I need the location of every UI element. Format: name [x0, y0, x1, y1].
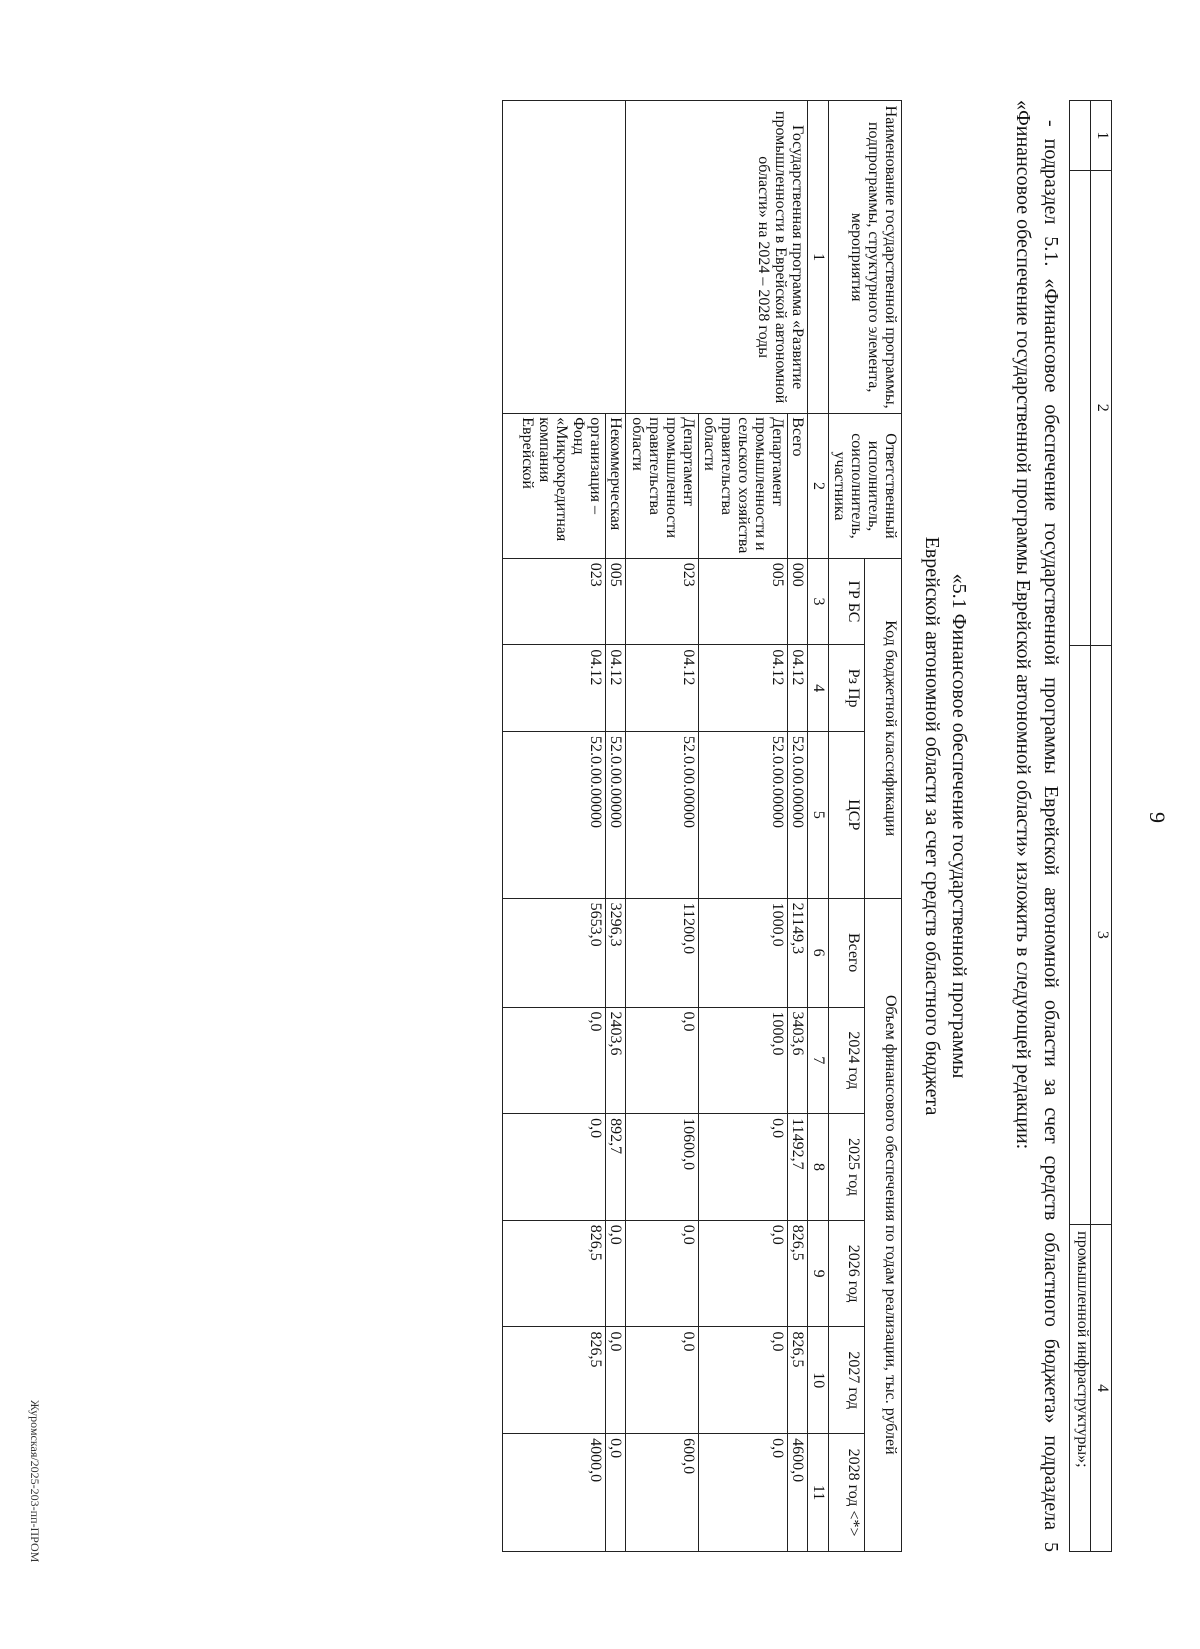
total-cell: 21149,3 — [788, 898, 808, 1007]
prev-col-number: 4 — [1091, 1225, 1112, 1552]
table-row — [606, 101, 626, 1552]
rzpr-cell: 04.12 — [699, 645, 788, 732]
csr-cell: 52.0.00.00000 — [503, 731, 606, 898]
grbs-cell: 023 — [626, 558, 699, 645]
y2027-cell: 0,0 — [626, 1327, 699, 1434]
executor-cell: Всего — [788, 414, 808, 558]
rzpr-cell: 04.12 — [606, 645, 626, 732]
rzpr-cell: 04.12 — [503, 645, 606, 732]
rzpr-cell: 04.12 — [626, 645, 699, 732]
y2025-cell: 0,0 — [699, 1114, 788, 1221]
y2027-cell: 826,5 — [788, 1327, 808, 1434]
y2028-cell: 600,0 — [626, 1434, 699, 1552]
executor-cell: Департамент промышленности и сельского хозяйства правительства области — [699, 414, 788, 558]
y2024-cell: 3403,6 — [788, 1007, 808, 1114]
total-cell: 11200,0 — [626, 898, 699, 1007]
prev-cell — [1070, 170, 1091, 645]
column-number: 7 — [808, 1007, 829, 1114]
y2025-cell: 10600,0 — [626, 1114, 699, 1221]
header-total: Всего — [829, 898, 866, 1007]
table-title-line-2: Еврейской автономной области за счет средств областного бюджета — [921, 536, 943, 1116]
prev-cell — [1070, 645, 1091, 1225]
csr-cell: 52.0.00.00000 — [626, 731, 699, 898]
column-number: 1 — [808, 101, 829, 414]
y2028-cell: 0,0 — [606, 1434, 626, 1552]
header-csr: ЦСР — [829, 731, 866, 898]
footer-note: Журомская/2025-203-пп-ПРОМ — [28, 1400, 42, 1563]
previous-table-numbers-row — [1091, 101, 1112, 1552]
header-executor: Ответственный исполнитель, соисполнитель, участника — [829, 414, 902, 558]
rzpr-cell: 04.12 — [788, 645, 808, 732]
y2028-cell: 4600,0 — [788, 1434, 808, 1552]
header-rzpr: Рз Пр — [829, 645, 866, 732]
csr-cell: 52.0.00.00000 — [699, 731, 788, 898]
total-cell: 3296,3 — [606, 898, 626, 1007]
grbs-cell: 005 — [606, 558, 626, 645]
column-number: 2 — [808, 414, 829, 558]
grbs-cell: 005 — [699, 558, 788, 645]
header-2027: 2027 год — [829, 1327, 866, 1434]
y2027-cell: 0,0 — [606, 1327, 626, 1434]
prev-col-number: 1 — [1091, 101, 1112, 171]
prev-cell-text: промышленной инфраструктуры»; — [1070, 1225, 1091, 1552]
prev-cell — [1070, 101, 1091, 171]
table-title — [918, 100, 972, 1552]
executor-cell: Некоммерческая — [606, 414, 626, 558]
header-2026: 2026 год — [829, 1220, 866, 1327]
column-number: 3 — [808, 558, 829, 645]
y2026-cell: 0,0 — [626, 1220, 699, 1327]
executor-cell: организация – Фонд «Микрокредитная компания Еврейской — [503, 414, 606, 558]
y2024-cell: 0,0 — [626, 1007, 699, 1114]
header-2025: 2025 год — [829, 1114, 866, 1221]
header-2024: 2024 год — [829, 1007, 866, 1114]
executor-cell: Департамент промышленности правительства области — [626, 414, 699, 558]
page-number: 9 — [1145, 812, 1170, 823]
table-title-line-1: «5.1 Финансовое обеспечение государственной программы — [948, 573, 970, 1079]
y2024-cell: 1000,0 — [699, 1007, 788, 1114]
column-number: 6 — [808, 898, 829, 1007]
table-row — [788, 101, 808, 1552]
header-row — [865, 101, 902, 1552]
y2028-cell: 0,0 — [699, 1434, 788, 1552]
previous-table-row — [1070, 101, 1091, 1552]
header-financing-volume: Объем финансового обеспечения по годам реализации, тыс. рублей — [865, 898, 902, 1551]
column-number: 11 — [808, 1434, 829, 1552]
program-name-cell: Государственная программа «Развитие промышленности в Еврейской автономной области» на 2024 – 2028 годы — [626, 101, 808, 414]
previous-table-fragment — [1069, 100, 1112, 1552]
total-cell: 1000,0 — [699, 898, 788, 1007]
y2026-cell: 826,5 — [788, 1220, 808, 1327]
intro-text: - подраздел 5.1. «Финансовое обеспечение государственной программы Еврейской автономной области за счет средств областного бюджета» подраздела 5 «Финансовое обеспечение государственной программы Еврейской автономной области» изложить в следующей редакции: — [1012, 100, 1062, 1552]
y2024-cell: 2403,6 — [606, 1007, 626, 1114]
column-number: 4 — [808, 645, 829, 732]
prev-col-number: 2 — [1091, 170, 1112, 645]
program-name-cell-empty — [503, 101, 626, 414]
intro-paragraph — [1009, 100, 1065, 1552]
header-grbs: ГР БС — [829, 558, 866, 645]
column-number: 9 — [808, 1220, 829, 1327]
y2027-cell: 0,0 — [699, 1327, 788, 1434]
y2025-cell: 11492,7 — [788, 1114, 808, 1221]
y2024-cell: 0,0 — [503, 1007, 606, 1114]
y2026-cell: 0,0 — [699, 1220, 788, 1327]
header-budget-code: Код бюджетной классификации — [865, 558, 902, 898]
total-cell: 5653,0 — [503, 898, 606, 1007]
header-2028: 2028 год <*> — [829, 1434, 866, 1552]
y2026-cell: 0,0 — [606, 1220, 626, 1327]
y2028-cell: 4000,0 — [503, 1434, 606, 1552]
column-numbers-row — [808, 101, 829, 1552]
y2025-cell: 0,0 — [503, 1114, 606, 1221]
y2027-cell: 826,5 — [503, 1327, 606, 1434]
financing-table — [502, 100, 902, 1552]
column-number: 5 — [808, 731, 829, 898]
column-number: 10 — [808, 1327, 829, 1434]
prev-col-number: 3 — [1091, 645, 1112, 1225]
csr-cell: 52.0.00.00000 — [788, 731, 808, 898]
grbs-cell: 023 — [503, 558, 606, 645]
y2025-cell: 892,7 — [606, 1114, 626, 1221]
header-program-name: Наименование государственной программы, подпрограммы, структурного элемента, мероприятия — [829, 101, 902, 414]
column-number: 8 — [808, 1114, 829, 1221]
y2026-cell: 826,5 — [503, 1220, 606, 1327]
csr-cell: 52.0.00.00000 — [606, 731, 626, 898]
grbs-cell: 000 — [788, 558, 808, 645]
